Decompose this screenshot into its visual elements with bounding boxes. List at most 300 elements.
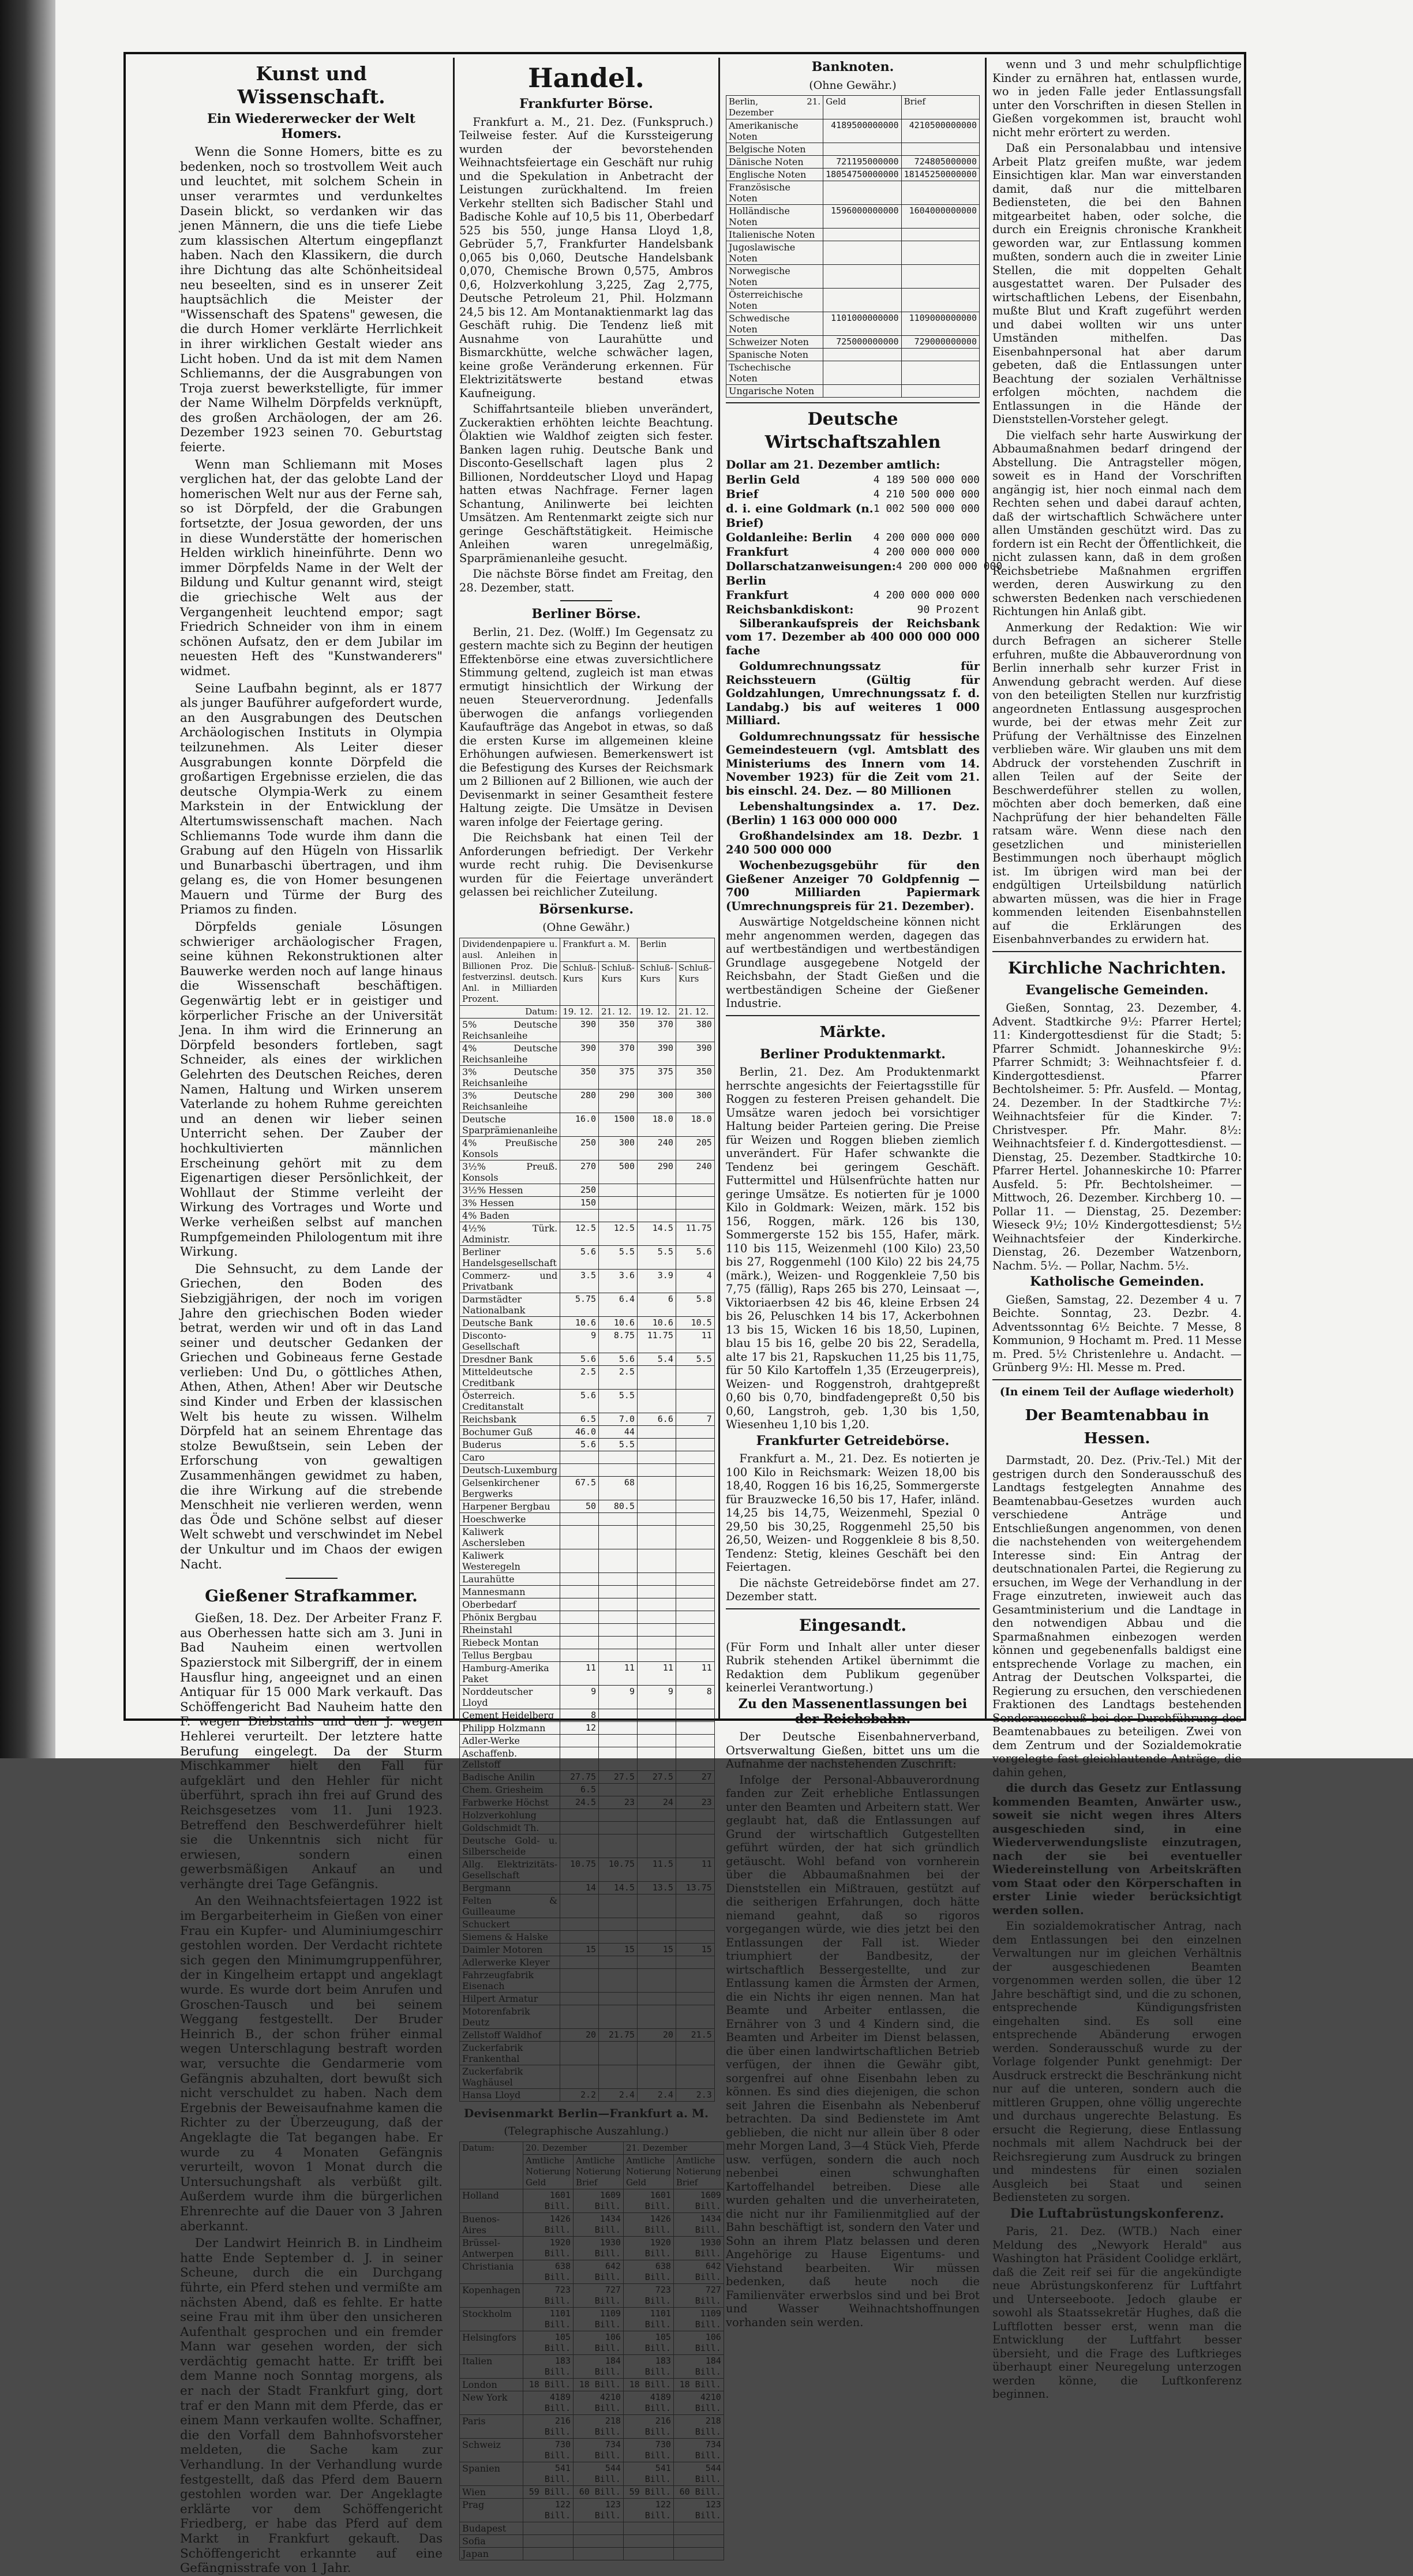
table-row bbox=[460, 1858, 715, 1881]
table-cell-value bbox=[560, 1512, 599, 1525]
table-cell-value: 9 bbox=[599, 1685, 638, 1709]
table-cell-value: 106 Bill. bbox=[573, 2331, 623, 2355]
table-cell-value: 8 bbox=[676, 1685, 714, 1709]
table-cell-label: Norddeutscher Lloyd bbox=[460, 1685, 560, 1709]
table-cell-value bbox=[637, 1512, 676, 1525]
table-cell-value: 67.5 bbox=[560, 1476, 599, 1500]
table-cell-label: Dänische Noten bbox=[726, 156, 823, 169]
table-row bbox=[460, 2462, 724, 2486]
table-row bbox=[460, 1881, 715, 1894]
table-cell-value: 1434 Bill. bbox=[573, 2213, 623, 2237]
paragraph: Gießen, Samstag, 22. Dezember 4 u. 7 Beichte. Sonntag, 23. Dezbr. 4. Adventssonntag 6½ Beichte. 7 Messe, 8 Kommunion, 9 Hochamt m. Pred. 11 Messe m. Pred. 5½ Christenlehre u. Andacht. — Grünberg 9½: Hl. Messe m. Pred. bbox=[992, 1293, 1242, 1375]
column-rule bbox=[453, 58, 455, 1720]
table-cell-label: Mitteldeutsche Creditbank bbox=[460, 1365, 560, 1389]
table-cell-label: Buenos-Aires bbox=[460, 2213, 523, 2237]
table-cell-value bbox=[637, 2041, 676, 2065]
table-cell-value bbox=[637, 1992, 676, 2005]
table-cell-value bbox=[673, 2535, 724, 2548]
table-cell-label: Hamburg-Amerika Paket bbox=[460, 1661, 560, 1685]
table-cell-value: 642 Bill. bbox=[573, 2260, 623, 2284]
table-cell-value: 10.6 bbox=[560, 1316, 599, 1329]
table-cell-value: 60 Bill. bbox=[673, 2486, 724, 2499]
table-cell-label: 5% Deutsche Reichsanleihe bbox=[460, 1018, 560, 1042]
table-cell-value: 2.4 bbox=[599, 2088, 638, 2101]
table-row bbox=[460, 2284, 724, 2308]
table-row bbox=[460, 2548, 724, 2560]
table-cell-label: Holzverkohlung bbox=[460, 1809, 560, 1821]
paragraph: Dörpfelds geniale Lösungen schwieriger archäologischer Fragen, seine kühnen Rekonstruktionen alter Bauwerke werden noch auf lange hinaus die Wissenschaft beschäftigen. Gegenwärtig lebt er in geistiger und körperlicher Frische an der Universität Jena. In ihm wird die Erinnerung an Dörpfeld besonders fortleben, sagt Schneider, als eines der wirklichen Gelehrten des Deutschen Reiches, deren Namen, Haltung und Wirken unserem Vaterlande zu hohem Ruhme gereichten und an denen wir lieber seinen Unterricht sehen. Der Zauber der hochkultivierten männlichen Erscheinung gehört mit zu dem Eigenartigen dieser Persönlichkeit, der Wohllaut der Stimme verleiht der Wirkung des Vortrages und Worte und Werke verheißen selbst auf manchen Rumpfgemeinden Philologentum mit ihre Wirkung. bbox=[180, 920, 443, 1260]
table-cell-value bbox=[676, 1636, 714, 1649]
paragraph: Der Landwirt Heinrich B. in Lindheim hatte Ende September d. J. in seiner Scheune, durch die ein Durchgang führte, ein Pferd stehen und vermißte am nächsten Abend, daß es fehlte. Er hatte seine Frau mit ihm über den unsicheren Aufenthalt gesprochen und ein fremder Mann war gesehen worden, der sich verdächtig gemacht hatte. Er trifft bei dem Manne noch Sonntag morgens, als er nach der Stadt Frankfurt ging, dort traf er den Mann mit dem Pferde, das er einem Mann verkaufen wollte. Schaffner, die den Vorfall dem Bahnhofsvorsteher meldeten, die Sache kam zur Verhandlung. In der Verhandlung wurde festgestellt, daß das Pferd dem Bauern gestohlen worden war. Der Angeklagte erklärte vor dem Schöffengericht Friedberg, er habe das Pferd auf dem Markt in Frankfurt gekauft. Das Schöffengericht erkannte auf eine Gefängnisstrafe von 1 Jahr. bbox=[180, 2236, 443, 2576]
table-cell-value bbox=[823, 361, 901, 385]
table-cell-label: Tellus Bergbau bbox=[460, 1649, 560, 1661]
table-cell-label: Harpener Bergbau bbox=[460, 1500, 560, 1512]
table-row bbox=[726, 289, 980, 312]
table-cell-value bbox=[599, 1968, 638, 1992]
table-cell-value: 240 bbox=[637, 1136, 676, 1160]
table-subhead: Schluß-Kurs bbox=[560, 961, 599, 1005]
table-cell-label: 3½% Preuß. Konsols bbox=[460, 1160, 560, 1184]
table-cell-value bbox=[637, 1956, 676, 1968]
rate-row bbox=[726, 588, 980, 602]
table-cell-value bbox=[560, 1549, 599, 1572]
table-cell-label: Bergmann bbox=[460, 1881, 560, 1894]
table-cell-value bbox=[901, 143, 979, 156]
table-cell-value: 1109 Bill. bbox=[673, 2308, 724, 2331]
table-cell-value: 380 bbox=[676, 1018, 714, 1042]
table-row bbox=[460, 1649, 715, 1661]
table-cell-value: 106 Bill. bbox=[673, 2331, 724, 2355]
table-row bbox=[460, 1894, 715, 1918]
table-cell-value: 4189 Bill. bbox=[623, 2391, 673, 2415]
table-cell-value: 5.5 bbox=[676, 1353, 714, 1365]
table-cell-value: 2.5 bbox=[599, 1365, 638, 1389]
table-cell-label: Österreichische Noten bbox=[726, 289, 823, 312]
table-cell-value bbox=[676, 1709, 714, 1721]
table-date: 19. 12. bbox=[637, 1005, 676, 1018]
table-head: Brief bbox=[901, 96, 979, 119]
table-cell-value: 390 bbox=[560, 1018, 599, 1042]
paragraph: Die vielfach sehr harte Auswirkung der Abbaumaßnahmen bedarf dringend der Abstellung. Die Antragsteller mögen, soweit es in Hand der Vorschriften angängig ist, hier noch einmal nach dem Rechten sehen und dabei darauf achten, daß der wirtschaftlich Schwächere unter allen Umständen geschützt wird. Das zu fordern ist ein Recht der Öffentlichkeit, die nicht zulassen kann, daß in dem großen Reichsbetriebe Maßnahmen ergriffen werden, deren Auswirkung zu den schwersten Bedenken nach verschiedenen Richtungen hin Anlaß gibt. bbox=[992, 428, 1242, 618]
table-cell-value bbox=[560, 1209, 599, 1222]
rate-value: 1 002 500 000 000 bbox=[873, 502, 980, 515]
table-cell-value: 18 Bill. bbox=[573, 2379, 623, 2391]
table-cell-value bbox=[637, 1821, 676, 1834]
table-cell-value: 2.5 bbox=[560, 1365, 599, 1389]
table-row bbox=[460, 1572, 715, 1585]
table-cell-value: 150 bbox=[560, 1196, 599, 1209]
table-row bbox=[460, 1160, 715, 1184]
note: Auswärtige Notgeldscheine können nicht mehr angenommen werden, dagegen das auf wertbeständigen und wertbeständigen Grundlage ausgegebene Notgeld der Reichsbahn, der Stadt Gießen und die wertbeständigen Scheine der Gießener Industrie. bbox=[726, 915, 980, 1010]
table-row bbox=[460, 1525, 715, 1549]
table-cell-value: 638 Bill. bbox=[623, 2260, 673, 2284]
table-row bbox=[460, 1770, 715, 1783]
table-cell-value bbox=[599, 1636, 638, 1649]
column-handel bbox=[459, 58, 721, 2560]
table-cell-value: 1601 Bill. bbox=[623, 2189, 673, 2213]
table-title: Devisenmarkt Berlin—Frankfurt a. M. bbox=[463, 2106, 709, 2120]
table-cell-value: 7 bbox=[676, 1413, 714, 1425]
table-cell-value bbox=[637, 1611, 676, 1623]
table-cell-value bbox=[676, 1184, 714, 1196]
table-cell-value: 216 Bill. bbox=[623, 2415, 673, 2439]
table-row bbox=[460, 2535, 724, 2548]
table-cell-value bbox=[901, 349, 979, 361]
table-cell-value bbox=[823, 181, 901, 205]
table-row bbox=[460, 2260, 724, 2284]
table-cell-value bbox=[823, 241, 901, 265]
table-cell-value bbox=[676, 2041, 714, 2065]
table-cell-label: Schwedische Noten bbox=[726, 312, 823, 336]
paragraph: Seine Laufbahn beginnt, als er 1877 als junger Bauführer aufgefordert wurde, an den Ausgrabungen des Deutschen Archäologischen Instituts in Olympia teilzunehmen. Als Leiter dieser Ausgrabungen konnte Dörpfeld die großartigen Ergebnisse erzielen, die das deutsche Olympia-Werk zu einem Markstein in der Entwicklung der Altertumswissenschaft machen. Nach Schliemanns Tode wurde ihm dann die Grabung auf den Hügeln von Hissarlik und Bunarbaschi übertragen, und ihm gelang es, die von Homer besungenen Mauern und Türme der Burg des Priamos zu finden. bbox=[180, 681, 443, 918]
table-cell-value bbox=[599, 1834, 638, 1858]
table-cell-value bbox=[560, 1649, 599, 1661]
rate-label: Frankfurt bbox=[726, 544, 789, 559]
table-cell-value: 1101 Bill. bbox=[523, 2308, 574, 2331]
paragraph: Frankfurt a. M., 21. Dez. (Funkspruch.) Teilweise fester. Auf die Kurssteigerung wurden der bevorstehenden Weihnachtsfeiertage ein Geschäft nur ruhig und die Spekulation in Anbetracht der Leistungen zurückhaltend. Im freien Verkehr stellten sich Badischer Stahl und Badische Kohle auf 10,5 bis 11, Oberbedarf 525 bis 550, junge Hansa Lloyd 1,8, Gebrüder 5,7, Frankfurter Handelsbank 0,065 bis 0,060, Deutsche Handelsbank 0,070, Chemische Brown 0,575, Ambros 0,6, Holzverkohlung 3,225, Zag 2,775, Deutsche Petroleum 21, Phil. Holzmann 24,5 bis 12. Am Montanaktienmarkt lag das Geschäft ruhig. Die Tendenz ließ mit Ausnahme von Laurahütte und Bismarckhütte, welche schwächer lagen, keine große Veränderung erkennen. Für Elektrizitätswerte bestand etwas Kaufneigung. bbox=[459, 115, 713, 400]
table-cell-value bbox=[637, 2005, 676, 2028]
table-row bbox=[726, 241, 980, 265]
table-cell-value bbox=[823, 229, 901, 241]
devisen-body bbox=[460, 2189, 724, 2560]
table-cell-label: Schuckert bbox=[460, 1918, 560, 1930]
table-cell-value bbox=[573, 2522, 623, 2535]
table-row bbox=[460, 1992, 715, 2005]
section-title: Handel. bbox=[528, 62, 644, 93]
rate-row bbox=[726, 530, 980, 545]
table-cell-value: 27.5 bbox=[637, 1770, 676, 1783]
table-cell-value: 9 bbox=[560, 1685, 599, 1709]
table-cell-value bbox=[623, 2522, 673, 2535]
table-cell-label: Fahrzeugfabrik Eisenach bbox=[460, 1968, 560, 1992]
table-row bbox=[460, 1451, 715, 1463]
table-cell-value bbox=[676, 1209, 714, 1222]
table-cell-value bbox=[599, 1572, 638, 1585]
table-cell-value: 2.4 bbox=[637, 2088, 676, 2101]
table-cell-value: 122 Bill. bbox=[523, 2499, 574, 2522]
table-cell-value: 18.0 bbox=[637, 1113, 676, 1136]
section-title: Kirchliche Nachrichten. bbox=[1007, 958, 1227, 978]
note: Lebenshaltungsindex a. 17. Dez. (Berlin) 1 163 000 000 000 bbox=[726, 800, 980, 827]
table-cell-value bbox=[623, 2535, 673, 2548]
table-cell-value: 15 bbox=[676, 1943, 714, 1956]
table-cell-value bbox=[637, 1425, 676, 1438]
table-cell-value bbox=[599, 1649, 638, 1661]
table-cell-value: 8 bbox=[560, 1709, 599, 1721]
table-cell-label: Norwegische Noten bbox=[726, 265, 823, 289]
table-cell-value: 11.75 bbox=[676, 1222, 714, 1245]
table-cell-label: 3% Hessen bbox=[460, 1196, 560, 1209]
table-cell-value bbox=[676, 2005, 714, 2028]
table-cell-label: 3½% Hessen bbox=[460, 1184, 560, 1196]
table-row bbox=[460, 1747, 715, 1770]
table-cell-value: 27 bbox=[676, 1770, 714, 1783]
table-date: 21. 12. bbox=[676, 1005, 714, 1018]
table-cell-value bbox=[637, 1196, 676, 1209]
table-cell-value: 3.6 bbox=[599, 1269, 638, 1293]
table-cell-value bbox=[599, 2005, 638, 2028]
table-cell-value: 60 Bill. bbox=[573, 2486, 623, 2499]
table-cell-label: Adler-Werke bbox=[460, 1734, 560, 1747]
paragraph: Wenn die Sonne Homers, bitte es zu bedenken, noch so trostvollem Weit auch und leuchtet, mit solchem Schein in unser verarmtes und verdunkeltes Dasein blickt, so verdanken wir das jenen Männern, die uns die tiefe Liebe zum klassischen Altertum eingepflanzt haben. Nach den Klassikern, die durch ihre Dichtung das alte Schönheitsideal neu beseelten, sind es in unserer Zeit hauptsächlich die Meister der "Wissenschaft des Spatens" gewesen, die die durch Homer verklärte Herrlichkeit in ihrer wirklichen Gestalt wieder ans Licht hoben. Und da ist mit dem Namen Schliemanns, der die Ausgrabungen von Troja zuerst bewerkstelligte, für immer der Name Wilhelm Dörpfelds verknüpft, des großen Archäologen, der am 26. Dezember 1923 seinen 70. Geburtstag feierte. bbox=[180, 145, 443, 455]
boersenkurse-table bbox=[459, 938, 715, 2102]
table-cell-value: 5.6 bbox=[560, 1389, 599, 1413]
table-cell-value bbox=[560, 1451, 599, 1463]
table-cell-value bbox=[560, 1930, 599, 1943]
table-cell-value bbox=[599, 1585, 638, 1598]
paragraph: Paris, 21. Dez. (WTB.) Nach einer Meldung des „Newyork Herald" aus Washington hat Präsident Coolidge erklärt, daß die Zeit reif sei für die angekündigte neue Abrüstungskonferenz für Luftfahrt und Unterseeboote. Jedoch glaube er sowohl als Staatssekretär Hughes, daß die Luftflotten besser erst, wenn man die Entwicklung der Luftfahrt besser übersieht, und die Frage des Luftkrieges überhaupt einer Neuregelung unterzogen werden könne, die Luftkonferenz beginnen. bbox=[992, 2225, 1242, 2401]
table-date: 19. 12. bbox=[560, 1005, 599, 1018]
table-cell-label: Kaliwerk Aschersleben bbox=[460, 1525, 560, 1549]
table-cell-value: 11.75 bbox=[637, 1329, 676, 1353]
table-cell-label: Philipp Holzmann bbox=[460, 1721, 560, 1734]
table-head-left: Datum: bbox=[460, 2142, 523, 2189]
table-cell-label: Darmstädter Nationalbank bbox=[460, 1293, 560, 1316]
table-cell-value: 1109000000000 bbox=[901, 312, 979, 336]
table-cell-value: 205 bbox=[676, 1136, 714, 1160]
table-cell-value bbox=[637, 1809, 676, 1821]
table-cell-value: 20 bbox=[560, 2028, 599, 2041]
table-cell-label: 4% Baden bbox=[460, 1209, 560, 1222]
table-cell-label: Felten & Guilleaume bbox=[460, 1894, 560, 1918]
table-cell-label: Helsingfors bbox=[460, 2331, 523, 2355]
table-cell-value bbox=[637, 1389, 676, 1413]
table-cell-value: 10.6 bbox=[637, 1316, 676, 1329]
table-cell-value: 15 bbox=[560, 1943, 599, 1956]
section-title: Eingesandt. bbox=[799, 1615, 907, 1635]
divider bbox=[286, 1578, 338, 1579]
rate-label: d. i. eine Goldmark (n. Brief) bbox=[726, 501, 874, 530]
table-cell-value bbox=[637, 1438, 676, 1451]
table-cell-value: 16.0 bbox=[560, 1113, 599, 1136]
table-cell-value bbox=[676, 1649, 714, 1661]
table-row bbox=[460, 2213, 724, 2237]
table-cell-label: Laurahütte bbox=[460, 1572, 560, 1585]
table-cell-value: 723 Bill. bbox=[523, 2284, 574, 2308]
table-cell-value bbox=[560, 2065, 599, 2088]
table-cell-label: Jugoslawische Noten bbox=[726, 241, 823, 265]
column-rule bbox=[985, 58, 987, 1720]
table-cell-value: 46.0 bbox=[560, 1425, 599, 1438]
divider bbox=[992, 1379, 1242, 1380]
table-cell-value: 27.5 bbox=[599, 1770, 638, 1783]
table-caption: (Telegraphische Auszahlung.) bbox=[504, 2125, 669, 2138]
table-row bbox=[460, 2189, 724, 2213]
table-caption: (Ohne Gewähr.) bbox=[542, 921, 630, 934]
table-row bbox=[726, 349, 980, 361]
table-cell-value bbox=[637, 1834, 676, 1858]
banknoten-body bbox=[726, 119, 980, 398]
table-cell-value: 375 bbox=[599, 1065, 638, 1089]
paragraph: die durch das Gesetz zur Entlassung kommenden Beamten, Anwärter usw., soweit sie nicht wegen ihres Alters ausgeschieden sind, in eine Wiederverwendungsliste einzutragen, nach der sie bei eventueller Wiedereinstellung von Arbeitskräften vom Staat oder den Körperschaften in erster Linie wieder berücksichtigt werden sollen. bbox=[992, 1781, 1242, 1917]
table-cell-value bbox=[673, 2548, 724, 2560]
table-cell-value bbox=[676, 1438, 714, 1451]
table-cell-value: 5.5 bbox=[637, 1245, 676, 1269]
table-head-date: 20. Dezember bbox=[523, 2142, 624, 2155]
table-cell-value: 5.6 bbox=[676, 1245, 714, 1269]
table-row bbox=[460, 2065, 715, 2088]
table-cell-value bbox=[676, 1572, 714, 1585]
table-row bbox=[460, 1585, 715, 1598]
table-cell-label: Phönix Bergbau bbox=[460, 1611, 560, 1623]
table-cell-label: Oberbedarf bbox=[460, 1598, 560, 1611]
article-subtitle: Ein Wiedererwecker der Welt Homers. bbox=[207, 111, 415, 141]
table-cell-value bbox=[599, 1196, 638, 1209]
table-cell-label: Tschechische Noten bbox=[726, 361, 823, 385]
table-cell-value: 5.6 bbox=[599, 1353, 638, 1365]
table-row bbox=[460, 1968, 715, 1992]
table-cell-label: Belgische Noten bbox=[726, 143, 823, 156]
table-row bbox=[460, 2355, 724, 2379]
table-subhead: Schluß-Kurs bbox=[676, 961, 714, 1005]
table-cell-label: Dresdner Bank bbox=[460, 1353, 560, 1365]
table-row bbox=[726, 312, 980, 336]
table-cell-value: 350 bbox=[560, 1065, 599, 1089]
table-cell-value: 9 bbox=[637, 1685, 676, 1709]
table-cell-value: 21.5 bbox=[676, 2028, 714, 2041]
table-cell-label: Reichsbank bbox=[460, 1413, 560, 1425]
section-title: Märkte. bbox=[819, 1023, 886, 1041]
table-head-left: Dividendenpapiere u. ausl. Anleihen in Billionen Proz. Die festverzinsl. deutsch. Anl. in Milliarden Prozent. bbox=[460, 938, 560, 1005]
table-cell-value: 725000000000 bbox=[823, 336, 901, 349]
table-row bbox=[460, 1065, 715, 1089]
table-row bbox=[460, 1918, 715, 1930]
article-subtitle: Katholische Gemeinden. bbox=[1030, 1274, 1204, 1290]
paragraph: Der Deutsche Eisenbahnerverband, Ortsverwaltung Gießen, bittet uns um die Aufnahme der nachstehenden Zuschrift: bbox=[726, 1730, 980, 1771]
table-cell-value bbox=[599, 1623, 638, 1636]
table-cell-value bbox=[599, 1894, 638, 1918]
table-cell-value bbox=[637, 1476, 676, 1500]
table-cell-value: 2.3 bbox=[676, 2088, 714, 2101]
table-cell-label: Italienische Noten bbox=[726, 229, 823, 241]
table-cell-label: Japan bbox=[460, 2548, 523, 2560]
table-cell-value bbox=[560, 1992, 599, 2005]
table-cell-label: Brüssel-Antwerpen bbox=[460, 2237, 523, 2260]
table-cell-value: 10.75 bbox=[599, 1858, 638, 1881]
table-cell-value: 15 bbox=[599, 1943, 638, 1956]
table-cell-label: New York bbox=[460, 2391, 523, 2415]
table-cell-value bbox=[599, 1463, 638, 1476]
table-cell-value bbox=[676, 2065, 714, 2088]
table-cell-value: 5.6 bbox=[560, 1245, 599, 1269]
table-cell-value bbox=[599, 1918, 638, 1930]
table-row bbox=[460, 2088, 715, 2101]
note: Goldumrechnungssatz für Reichssteuern (Gültig für Goldzahlungen, Umrechnungssatz f. d. Landabg.) bis auf weiteres 1 000 Milliard. bbox=[726, 660, 980, 728]
table-cell-value: 11 bbox=[676, 1661, 714, 1685]
table-cell-value: 4189500000000 bbox=[823, 119, 901, 143]
table-cell-label: Motorenfabrik Deutz bbox=[460, 2005, 560, 2028]
table-cell-value bbox=[901, 289, 979, 312]
table-cell-value: 1609 Bill. bbox=[673, 2189, 724, 2213]
table-cell-value bbox=[901, 181, 979, 205]
table-subhead: Schluß-Kurs bbox=[637, 961, 676, 1005]
table-row bbox=[460, 1389, 715, 1413]
table-cell-label: Gelsenkirchener Bergwerks bbox=[460, 1476, 560, 1500]
table-cell-label: Riebeck Montan bbox=[460, 1636, 560, 1649]
table-row bbox=[460, 1365, 715, 1389]
table-cell-label: Chem. Griesheim bbox=[460, 1783, 560, 1796]
table-cell-value bbox=[676, 1783, 714, 1796]
table-cell-value bbox=[676, 1463, 714, 1476]
table-cell-value: 729000000000 bbox=[901, 336, 979, 349]
table-cell-value bbox=[573, 2535, 623, 2548]
table-row bbox=[460, 1425, 715, 1438]
table-cell-value bbox=[560, 1809, 599, 1821]
rate-value: 4 200 000 000 000 bbox=[873, 545, 980, 558]
table-cell-value bbox=[560, 1918, 599, 1930]
table-cell-value: 24.5 bbox=[560, 1796, 599, 1809]
table-cell-value: 18054750000000 bbox=[823, 169, 901, 181]
table-cell-label: Cement Heidelberg bbox=[460, 1709, 560, 1721]
rate-row bbox=[726, 487, 980, 501]
paragraph: Infolge der Personal-Abbauverordnung fanden zur Zeit erhebliche Entlassungen unter den Beamten und Arbeitern statt. Wer geglaubt hat, daß die Entlassungen auf Grund der wirtschaftlich Gutgestellten geführt würden, der hat sich gründlich getäuscht. Wohl befand von vornherein über die Abbaumaßnahmen bei der Dienststellen ein Mißtrauen, gestützt auf die seitherigen Erfahrungen, doch hätte niemand geahnt, daß so rigoros vorgegangen würde, wie dies jetzt bei den Entlassungen der Fall ist. Wieder triumphiert der Bandbesitz, der wirtschaftlich Bessergestellte, und zur Entlassung kamen die Ärmsten der Armen, die ein Nichts ihr eigen nennen. Man hat Beamte und Arbeiter entlassen, die Ernährer von 3 und 4 Kindern sind, die Beamten und Arbeiter im Dienst belassen, die über einen landwirtschaftlichen Betrieb verfügen, der ihnen die Gewähr gibt, sorgenfrei auf ohne Eisenbahn leben zu können. Es sind dies diejenigen, die schon seit Jahren die Eisenbahn als Nebenberuf betrachten. Da sind Bedienstete im Amt geblieben, die nicht nur allein über 8 oder mehr Morgen Land, 3—4 Stück Vieh, Pferde usw. verfügen, sondern die auch noch nebenbei einen schwunghaften Kartoffelhandel betreiben. Diese alle wurden gehalten und die unverheirateten, die nicht nur ihr Familienmitglied auf der Bahn beschäftigt ist, sondern den Vater und Sohn an ihrem Platz belassen und deren Angehörige zu Hause Eigentums- und Viehstand bearbeiten. Wir müssen bedenken, daß heute noch die Familienväter erwerbslos sind und bei Brot und Wasser Weihnachtshoffnungen vorhanden sein werden. bbox=[726, 1773, 980, 2329]
note: Silberankaufspreis der Reichsbank vom 17. Dezember ab 400 000 000 000 fache bbox=[726, 616, 980, 657]
table-row bbox=[460, 1018, 715, 1042]
table-cell-value bbox=[599, 1809, 638, 1821]
table-cell-value: 50 bbox=[560, 1500, 599, 1512]
table-row bbox=[460, 2499, 724, 2522]
table-cell-value: 4210 Bill. bbox=[573, 2391, 623, 2415]
table-cell-value bbox=[599, 2065, 638, 2088]
table-cell-value: 730 Bill. bbox=[523, 2439, 574, 2462]
table-cell-value: 18 Bill. bbox=[673, 2379, 724, 2391]
table-cell-value bbox=[901, 265, 979, 289]
table-row bbox=[460, 1209, 715, 1222]
table-cell-value: 218 Bill. bbox=[573, 2415, 623, 2439]
table-row bbox=[460, 1463, 715, 1476]
table-cell-label: 4% Preußische Konsols bbox=[460, 1136, 560, 1160]
table-cell-value: 734 Bill. bbox=[573, 2439, 623, 2462]
table-cell-label: Englische Noten bbox=[726, 169, 823, 181]
table-cell-value: 723 Bill. bbox=[623, 2284, 673, 2308]
table-cell-value bbox=[676, 1585, 714, 1598]
table-row bbox=[460, 1293, 715, 1316]
table-cell-label: Spanien bbox=[460, 2462, 523, 2486]
edition-note: (In einem Teil der Auflage wiederholt) bbox=[999, 1385, 1235, 1398]
table-row bbox=[460, 1943, 715, 1956]
table-title: Banknoten. bbox=[811, 59, 894, 74]
table-row bbox=[460, 1783, 715, 1796]
table-cell-label: Paris bbox=[460, 2415, 523, 2439]
rate-row bbox=[726, 602, 980, 617]
rate-value: 4 200 000 000 000 bbox=[873, 531, 980, 544]
table-row bbox=[726, 265, 980, 289]
table-cell-value: 105 Bill. bbox=[523, 2331, 574, 2355]
table-cell-value: 183 Bill. bbox=[623, 2355, 673, 2379]
article-subtitle: Zu den Massenentlassungen bei der Reichsbahn. bbox=[738, 1696, 968, 1727]
table-row bbox=[460, 2331, 724, 2355]
table-cell-value bbox=[599, 1992, 638, 2005]
paragraph: An den Weihnachtsfeiertagen 1922 ist im Bergarbeiterheim in Gießen von einer Frau ein Kupfer- und Aluminiumgeschirr gestohlen worden. Der Verdacht richtete sich gegen den Minimumgruppenführer, der in Kingelheim ertappt und angeklagt wurde. Es wurde dort beim Anrufen und Groschen-Tausch und bei seinem Weggang festgestellt. Der Bruder Heinrich B., der schon früher einmal wegen Unterschlagung bestraft worden war, versuchte die Gendarmerie vom Gefängnis abzuhalten, dort bewußt sich nicht verschuldet zu haben. Nach dem Ergebnis der Beweisaufnahme kamen die Richter zu der Überzeugung, daß der Angeklagte die Tat begangen habe. Er wurde zu 4 Monaten Gefängnis verurteilt, wovon 1 Monat durch die Untersuchungshaft als verbüßt gilt. Außerdem wurde ihm die bürgerlichen Ehrenrechte auf die Dauer von 3 Jahren aberkannt. bbox=[180, 1894, 443, 2234]
table-cell-value bbox=[676, 1389, 714, 1413]
editorial-note: (Für Form und Inhalt aller unter dieser Rubrik stehenden Artikel übernimmt die Redaktion dem Publikum gegenüber keinerlei Verantwortung.) bbox=[726, 1640, 980, 1695]
paragraph: Gießen, Sonntag, 23. Dezember, 4. Advent. Stadtkirche 9½: Pfarrer Hertel; 11: Kindergottesdienst für die Stadt; 5: Pfarrer Schmidt. Johanneskirche 9½: Pfarrer Schmidt; 3: Weihnachtsfeier f. d. Kindergottesdienst. Pfarrer Bechtolsheimer. 5: Pfr. Ausfeld. — Montag, 24. Dezember. In der Stadtkirche 7½: Weihnachtsfeier für die Kinder. 7: Christvesper. Pfr. Mahr. 8½: Weihnachtsfeier f. d. Kindergottesdienst. — Dienstag, 25. Dezember. Stadtkirche 10: Pfarrer Hertel. Johanneskirche 10: Pfarrer Ausfeld. 5: Pfr. Bechtolsheimer. — Mittwoch, 26. Dezember. Kirchberg 10. — Pollar 11. — Dienstag, 25. Dezember: Wieseck 9½; 10½ Kindergottesdienst; 5½ Weihnachtsfeier der Kinderkirche. Dienstag, 26. Dezember Watzenborn, Nachm. 5½. — Pollar, Nachm. 5½. bbox=[992, 1001, 1242, 1272]
table-cell-value bbox=[676, 1598, 714, 1611]
table-cell-value: 14 bbox=[560, 1881, 599, 1894]
table-cell-label: Zellstoff Waldhof bbox=[460, 2028, 560, 2041]
table-row bbox=[726, 169, 980, 181]
divider bbox=[992, 951, 1242, 952]
table-cell-label: Ungarische Noten bbox=[726, 385, 823, 398]
table-cell-value bbox=[599, 1956, 638, 1968]
table-row bbox=[460, 2415, 724, 2439]
table-row bbox=[460, 1500, 715, 1512]
table-cell-value: 23 bbox=[599, 1796, 638, 1809]
table-row bbox=[460, 1353, 715, 1365]
table-cell-label: Hoeschwerke bbox=[460, 1512, 560, 1525]
rate-value: 4 210 500 000 000 bbox=[873, 488, 980, 500]
table-row bbox=[460, 1598, 715, 1611]
